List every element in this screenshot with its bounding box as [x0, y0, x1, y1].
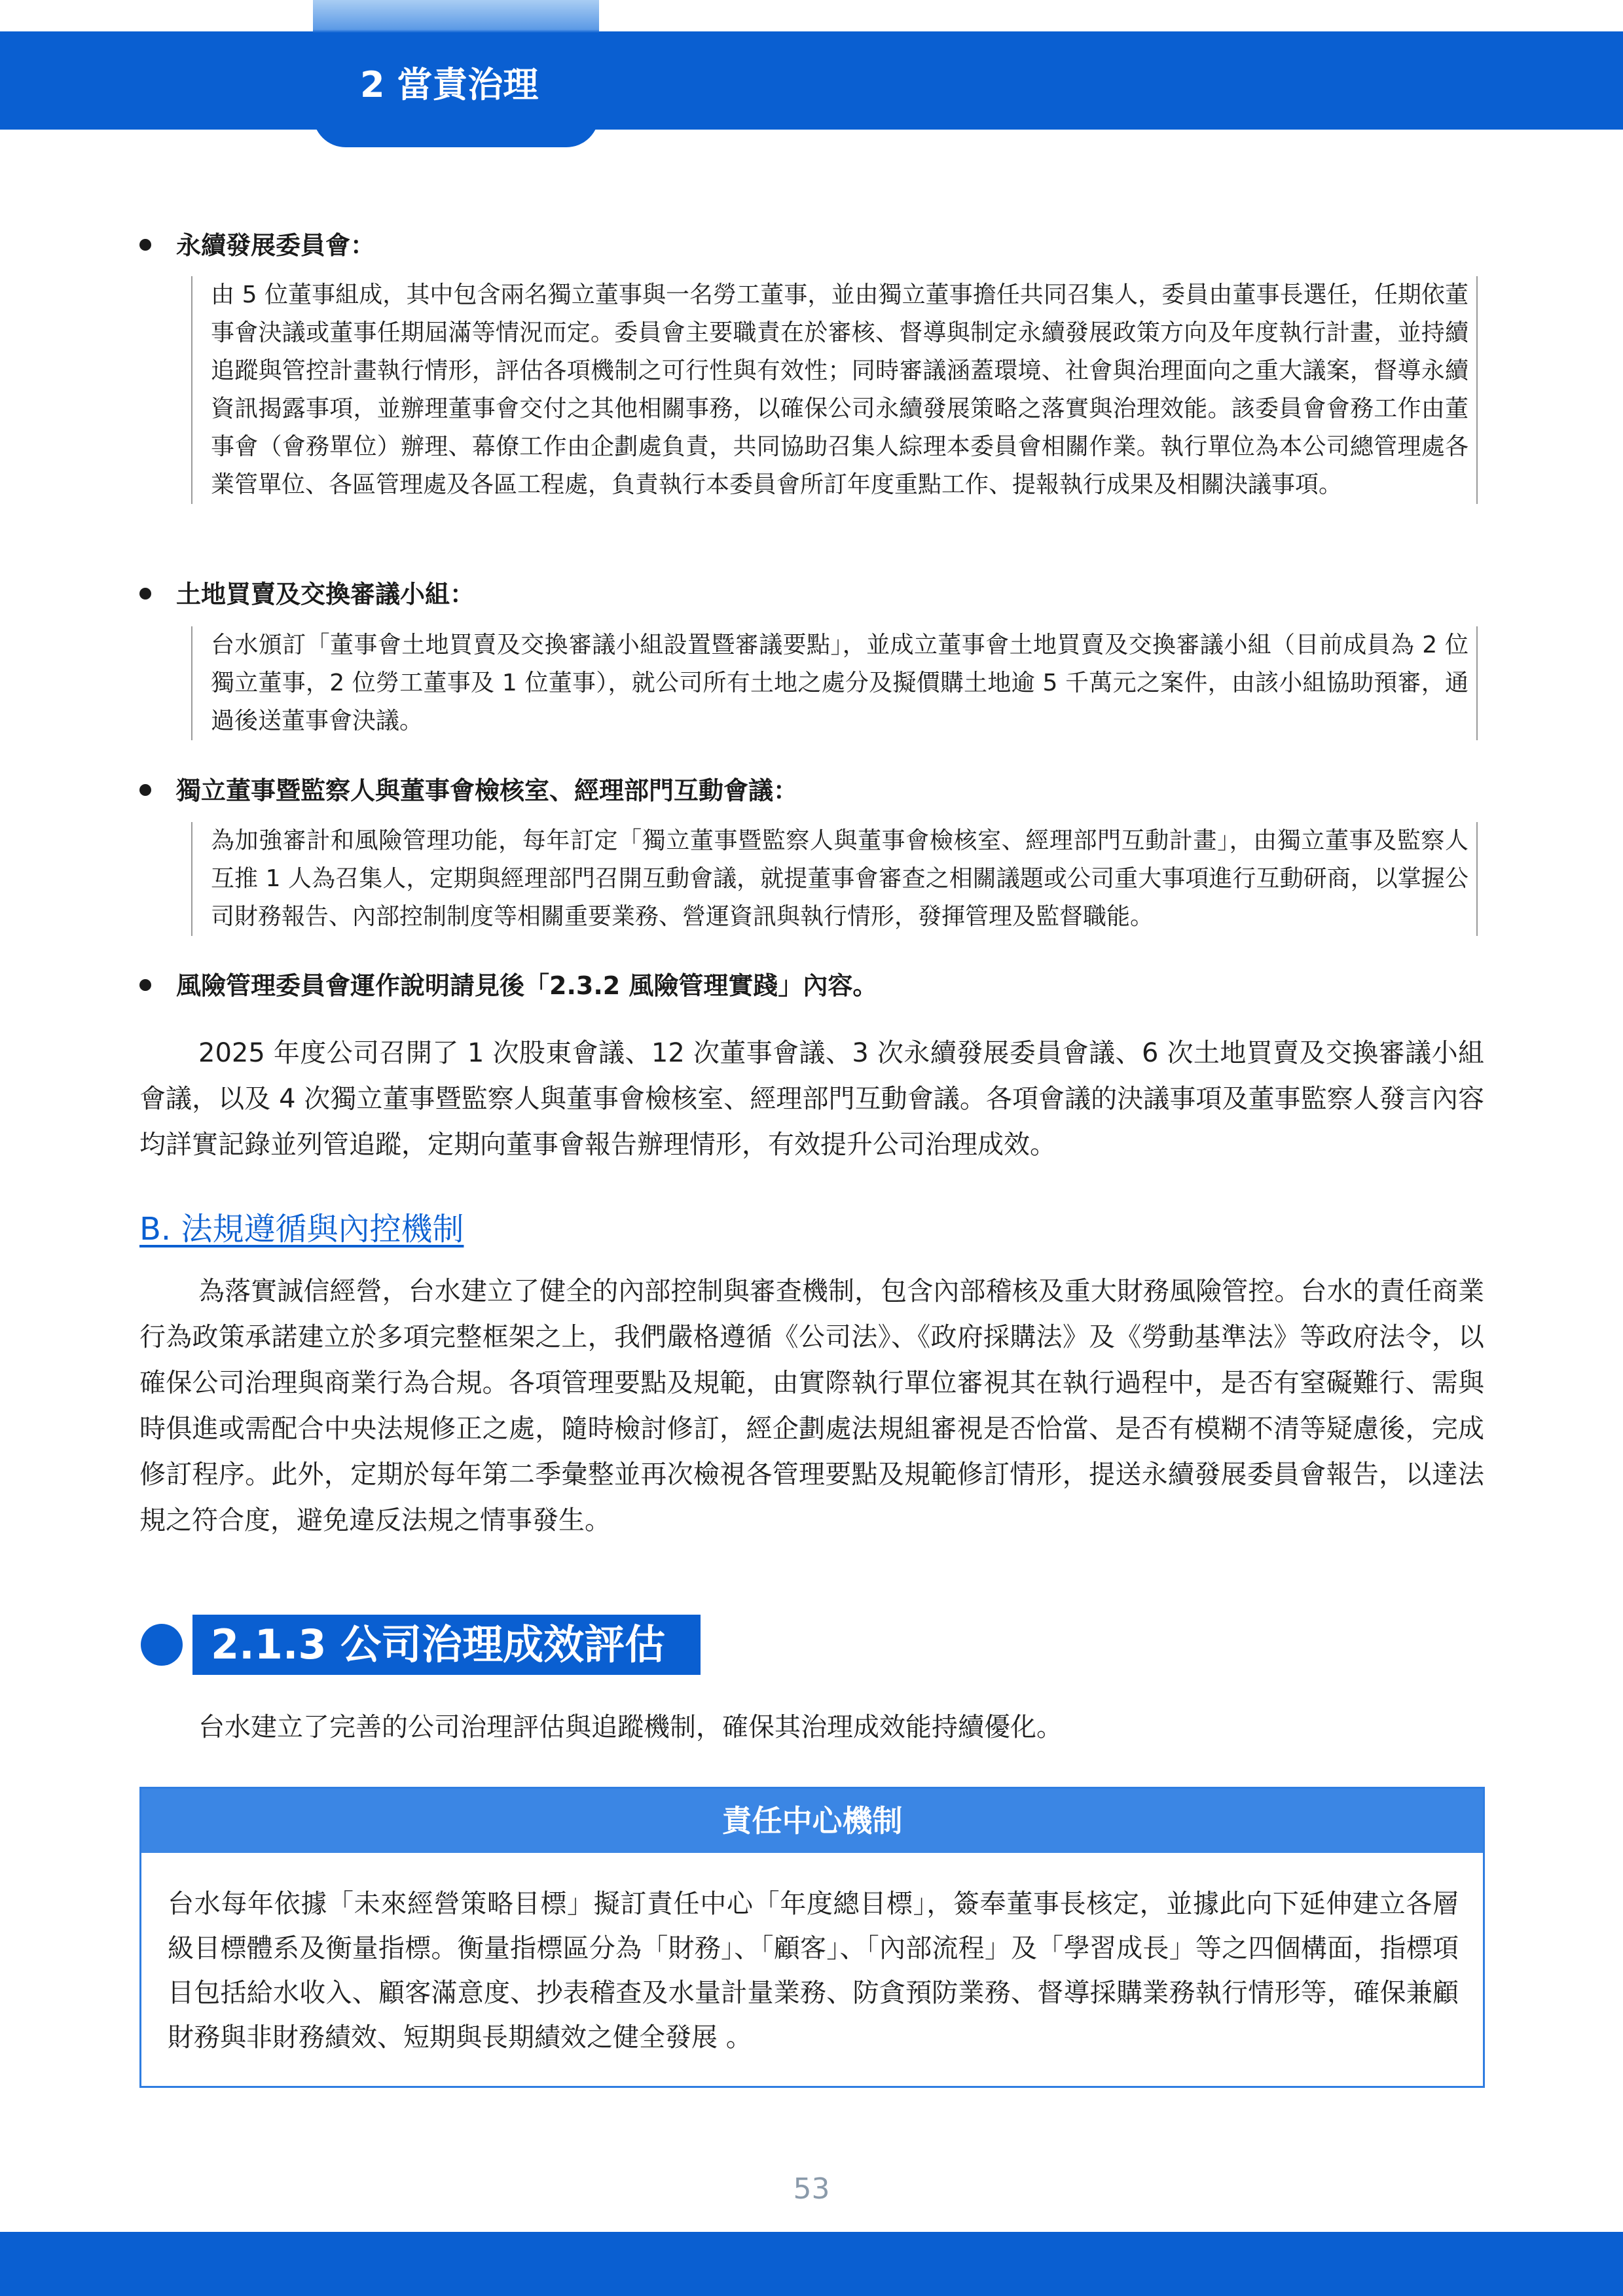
card-title: 責任中心機制 [141, 1789, 1483, 1853]
interaction-meeting-text: 為加強審計和風險管理功能，每年訂定「獨立董事暨監察人與董事會檢核室、經理部門互動計畫」，由獨立董事及監察人互推 1 人為召集人，定期與經理部門召開互動會議，就提董事會審查之相關議題或公司重大事項進行互動研商，以掌握公司財務報告、內部控制制度等相關重要業務、營運資訊與執行情形，發揮管理及監督職能。 [191, 822, 1478, 936]
meeting-summary-paragraph: 2025 年度公司召開了 1 次股東會議、12 次董事會議、3 次永續發展委員會議、6 次土地買賣及交換審議小組會議，以及 4 次獨立董事暨監察人與董事會檢核室、經理部門互動會議。各項會議的決議事項及董事監察人發言內容均詳實記錄並列管追蹤，定期向董事會報告辦理情形，有效提升公司治理成效。 [139, 1038, 1484, 1160]
bullet-interaction-meeting [139, 771, 798, 810]
responsibility-center-card [139, 1787, 1485, 2088]
bullet-land-review-group [139, 575, 475, 614]
section-213-title: 2.1.3 公司治理成效評估 [192, 1615, 701, 1675]
bullet-dot-icon [139, 239, 151, 251]
section-b-heading: B. 法規遵循與內控機制 [139, 1211, 464, 1247]
bullet-risk-committee [139, 966, 877, 1005]
land-review-group-text: 台水頒訂「董事會土地買賣及交換審議小組設置暨審議要點」，並成立董事會土地買賣及交換審議小組（目前成員為 2 位獨立董事，2 位勞工董事及 1 位董事），就公司所有土地之處分及擬價購土地逾 5 千萬元之案件，由該小組協助預審，通過後送董事會決議。 [191, 626, 1478, 740]
bullet-dot-icon [139, 588, 151, 600]
sustainability-committee-text: 由 5 位董事組成，其中包含兩名獨立董事與一名勞工董事，並由獨立董事擔任共同召集人，委員由董事長選任，任期依董事會決議或董事任期屆滿等情況而定。委員會主要職責在於審核、督導與制定永續發展政策方向及年度執行計畫，並持續追蹤與管控計畫執行情形，評估各項機制之可行性與有效性；同時審議涵蓋環境、社會與治理面向之重大議案，督導永續資訊揭露事項，並辦理董事會交付之其他相關事務，以確保公司永續發展策略之落實與治理效能。該委員會會務工作由董事會（會務單位）辦理、幕僚工作由企劃處負責，共同協助召集人綜理本委員會相關作業。執行單位為本公司總管理處各業管單位、各區管理處及各區工程處，負責執行本委員會所訂年度重點工作、提報執行成果及相關決議事項。 [191, 276, 1478, 504]
bullet-title: 風險管理委員會運作說明請見後「2.3.2 風險管理實踐」內容。 [176, 971, 878, 1000]
header-bar [0, 31, 1623, 130]
bullet-title: 獨立董事暨監察人與董事會檢核室、經理部門互動會議： [176, 776, 799, 805]
section-213-intro: 台水建立了完善的公司治理評估與追蹤機制，確保其治理成效能持續優化。 [198, 1712, 1063, 1742]
bullet-title: 土地買賣及交換審議小組： [176, 580, 475, 609]
page-number: 53 [793, 2172, 830, 2206]
section-title: 2 當責治理 [360, 64, 539, 105]
footer-bar [0, 2232, 1623, 2296]
section-marker-icon [141, 1624, 183, 1666]
bullet-dot-icon [139, 979, 151, 991]
section-b-paragraph: 為落實誠信經營，台水建立了健全的內部控制與審查機制，包含內部稽核及重大財務風險管控。台水的責任商業行為政策承諾建立於多項完整框架之上，我們嚴格遵循《公司法》、《政府採購法》及《勞動基準法》等政府法令，以確保公司治理與商業行為合規。各項管理要點及規範，由實際執行單位審視其在執行過程中，是否有窒礙難行、需與時俱進或需配合中央法規修正之處，隨時檢討修訂，經企劃處法規組審視是否恰當、是否有模糊不清等疑慮後，完成修訂程序。此外，定期於每年第二季彙整並再次檢視各管理要點及規範修訂情形，提送永續發展委員會報告，以達法規之符合度，避免違反法規之情事發生。 [139, 1276, 1484, 1535]
bullet-sustainability-committee [139, 226, 375, 265]
bullet-title: 永續發展委員會： [176, 231, 376, 260]
bullet-dot-icon [139, 784, 151, 796]
card-text: 台水每年依據「未來經營策略目標」擬訂責任中心「年度總目標」，簽奉董事長核定，並據此向下延伸建立各層級目標體系及衡量指標。衡量指標區分為「財務」、「顧客」、「內部流程」及「學習成長」等之四個構面，指標項目包括給水收入、顧客滿意度、抄表稽查及水量計量業務、防貪預防業務、督導採購業務執行情形等，確保兼顧財務與非財務績效、短期與長期績效之健全發展 。 [168, 1889, 1459, 2053]
